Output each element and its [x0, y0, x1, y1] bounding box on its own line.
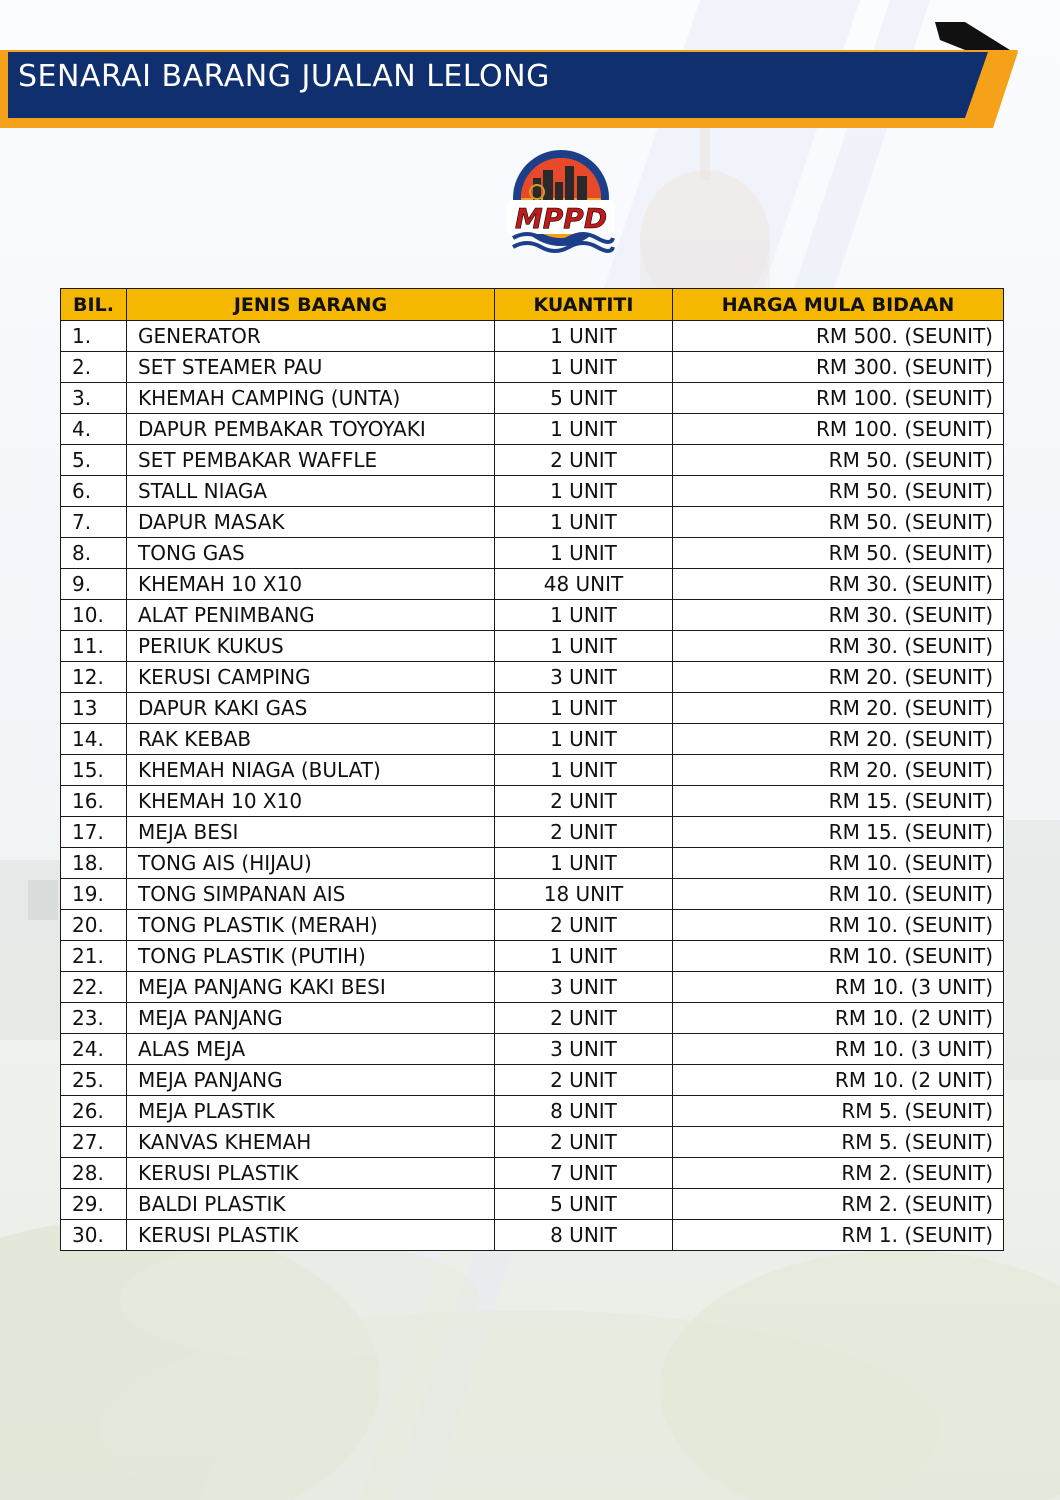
- auction-items-table: [60, 288, 1004, 1251]
- table-row: [61, 476, 1004, 507]
- table-row: [61, 321, 1004, 352]
- starting-bid-price: RM 20. (SEUNIT): [673, 755, 1004, 786]
- item-name: TONG PLASTIK (MERAH): [127, 910, 495, 941]
- row-number: 30.: [61, 1220, 127, 1251]
- item-name: ALAT PENIMBANG: [127, 600, 495, 631]
- starting-bid-price: RM 10. (2 UNIT): [673, 1003, 1004, 1034]
- table-row: [61, 600, 1004, 631]
- starting-bid-price: RM 10. (3 UNIT): [673, 972, 1004, 1003]
- table-row: [61, 879, 1004, 910]
- table-row: [61, 755, 1004, 786]
- starting-bid-price: RM 10. (2 UNIT): [673, 1065, 1004, 1096]
- item-name: PERIUK KUKUS: [127, 631, 495, 662]
- item-quantity: 1 UNIT: [495, 755, 673, 786]
- item-quantity: 1 UNIT: [495, 414, 673, 445]
- row-number: 10.: [61, 600, 127, 631]
- item-name: MEJA PANJANG KAKI BESI: [127, 972, 495, 1003]
- table-row: [61, 445, 1004, 476]
- table-row: [61, 786, 1004, 817]
- starting-bid-price: RM 10. (3 UNIT): [673, 1034, 1004, 1065]
- starting-bid-price: RM 50. (SEUNIT): [673, 507, 1004, 538]
- row-number: 22.: [61, 972, 127, 1003]
- row-number: 18.: [61, 848, 127, 879]
- item-name: TONG GAS: [127, 538, 495, 569]
- starting-bid-price: RM 10. (SEUNIT): [673, 910, 1004, 941]
- table-row: [61, 1003, 1004, 1034]
- item-name: BALDI PLASTIK: [127, 1189, 495, 1220]
- table-row: [61, 724, 1004, 755]
- item-quantity: 5 UNIT: [495, 1189, 673, 1220]
- item-quantity: 1 UNIT: [495, 941, 673, 972]
- item-quantity: 2 UNIT: [495, 786, 673, 817]
- table-row: [61, 1189, 1004, 1220]
- table-row: [61, 941, 1004, 972]
- page-title: SENARAI BARANG JUALAN LELONG: [18, 59, 550, 94]
- item-name: MEJA PANJANG: [127, 1003, 495, 1034]
- item-quantity: 48 UNIT: [495, 569, 673, 600]
- starting-bid-price: RM 5. (SEUNIT): [673, 1096, 1004, 1127]
- item-name: DAPUR PEMBAKAR TOYOYAKI: [127, 414, 495, 445]
- starting-bid-price: RM 10. (SEUNIT): [673, 941, 1004, 972]
- row-number: 26.: [61, 1096, 127, 1127]
- starting-bid-price: RM 300. (SEUNIT): [673, 352, 1004, 383]
- table-row: [61, 1158, 1004, 1189]
- row-number: 12.: [61, 662, 127, 693]
- header-harga-mula-bidaan: HARGA MULA BIDAAN: [673, 289, 1004, 321]
- item-name: SET PEMBAKAR WAFFLE: [127, 445, 495, 476]
- item-name: MEJA PLASTIK: [127, 1096, 495, 1127]
- row-number: 28.: [61, 1158, 127, 1189]
- starting-bid-price: RM 5. (SEUNIT): [673, 1127, 1004, 1158]
- table-row: [61, 1034, 1004, 1065]
- row-number: 13: [61, 693, 127, 724]
- item-quantity: 1 UNIT: [495, 724, 673, 755]
- logo-emblem: [503, 148, 619, 258]
- item-name: KERUSI PLASTIK: [127, 1158, 495, 1189]
- row-number: 9.: [61, 569, 127, 600]
- table-row: [61, 972, 1004, 1003]
- starting-bid-price: RM 1. (SEUNIT): [673, 1220, 1004, 1251]
- table-row: [61, 569, 1004, 600]
- row-number: 19.: [61, 879, 127, 910]
- item-quantity: 3 UNIT: [495, 662, 673, 693]
- starting-bid-price: RM 50. (SEUNIT): [673, 445, 1004, 476]
- table-row: [61, 662, 1004, 693]
- item-name: MEJA BESI: [127, 817, 495, 848]
- item-quantity: 1 UNIT: [495, 600, 673, 631]
- item-quantity: 3 UNIT: [495, 972, 673, 1003]
- item-quantity: 1 UNIT: [495, 631, 673, 662]
- item-name: KHEMAH CAMPING (UNTA): [127, 383, 495, 414]
- item-quantity: 2 UNIT: [495, 910, 673, 941]
- item-quantity: 2 UNIT: [495, 817, 673, 848]
- item-quantity: 2 UNIT: [495, 1065, 673, 1096]
- starting-bid-price: RM 100. (SEUNIT): [673, 383, 1004, 414]
- item-quantity: 1 UNIT: [495, 693, 673, 724]
- item-quantity: 2 UNIT: [495, 1003, 673, 1034]
- item-name: TONG SIMPANAN AIS: [127, 879, 495, 910]
- row-number: 6.: [61, 476, 127, 507]
- row-number: 16.: [61, 786, 127, 817]
- row-number: 17.: [61, 817, 127, 848]
- row-number: 24.: [61, 1034, 127, 1065]
- table-row: [61, 631, 1004, 662]
- item-name: MEJA PANJANG: [127, 1065, 495, 1096]
- header-kuantiti: KUANTITI: [495, 289, 673, 321]
- table-row: [61, 352, 1004, 383]
- item-name: DAPUR KAKI GAS: [127, 693, 495, 724]
- header-bil: BIL.: [61, 289, 127, 321]
- row-number: 2.: [61, 352, 127, 383]
- item-name: GENERATOR: [127, 321, 495, 352]
- starting-bid-price: RM 30. (SEUNIT): [673, 569, 1004, 600]
- starting-bid-price: RM 30. (SEUNIT): [673, 631, 1004, 662]
- item-quantity: 1 UNIT: [495, 321, 673, 352]
- item-name: RAK KEBAB: [127, 724, 495, 755]
- item-quantity: 8 UNIT: [495, 1220, 673, 1251]
- starting-bid-price: RM 30. (SEUNIT): [673, 600, 1004, 631]
- item-name: TONG AIS (HIJAU): [127, 848, 495, 879]
- item-name: KHEMAH NIAGA (BULAT): [127, 755, 495, 786]
- table-row: [61, 1127, 1004, 1158]
- item-quantity: 1 UNIT: [495, 352, 673, 383]
- table-row: [61, 910, 1004, 941]
- item-quantity: 2 UNIT: [495, 445, 673, 476]
- row-number: 1.: [61, 321, 127, 352]
- row-number: 20.: [61, 910, 127, 941]
- starting-bid-price: RM 15. (SEUNIT): [673, 786, 1004, 817]
- row-number: 11.: [61, 631, 127, 662]
- row-number: 21.: [61, 941, 127, 972]
- row-number: 15.: [61, 755, 127, 786]
- starting-bid-price: RM 10. (SEUNIT): [673, 848, 1004, 879]
- item-quantity: 1 UNIT: [495, 476, 673, 507]
- logo-text: MPPD: [514, 202, 608, 235]
- starting-bid-price: RM 15. (SEUNIT): [673, 817, 1004, 848]
- item-quantity: 7 UNIT: [495, 1158, 673, 1189]
- item-name: KERUSI CAMPING: [127, 662, 495, 693]
- item-name: TONG PLASTIK (PUTIH): [127, 941, 495, 972]
- title-banner: [0, 18, 1060, 133]
- mppd-logo: [503, 148, 619, 258]
- item-quantity: 8 UNIT: [495, 1096, 673, 1127]
- table-row: [61, 414, 1004, 445]
- starting-bid-price: RM 20. (SEUNIT): [673, 693, 1004, 724]
- table-row: [61, 693, 1004, 724]
- item-name: KANVAS KHEMAH: [127, 1127, 495, 1158]
- starting-bid-price: RM 20. (SEUNIT): [673, 724, 1004, 755]
- header-jenis-barang: JENIS BARANG: [127, 289, 495, 321]
- starting-bid-price: RM 20. (SEUNIT): [673, 662, 1004, 693]
- row-number: 29.: [61, 1189, 127, 1220]
- row-number: 27.: [61, 1127, 127, 1158]
- item-name: KHEMAH 10 X10: [127, 786, 495, 817]
- table-row: [61, 1065, 1004, 1096]
- table-row: [61, 383, 1004, 414]
- row-number: 5.: [61, 445, 127, 476]
- row-number: 25.: [61, 1065, 127, 1096]
- item-quantity: 5 UNIT: [495, 383, 673, 414]
- starting-bid-price: RM 500. (SEUNIT): [673, 321, 1004, 352]
- row-number: 4.: [61, 414, 127, 445]
- item-name: DAPUR MASAK: [127, 507, 495, 538]
- item-quantity: 18 UNIT: [495, 879, 673, 910]
- starting-bid-price: RM 50. (SEUNIT): [673, 538, 1004, 569]
- starting-bid-price: RM 100. (SEUNIT): [673, 414, 1004, 445]
- table-row: [61, 507, 1004, 538]
- table-header-row: [61, 289, 1004, 321]
- item-name: STALL NIAGA: [127, 476, 495, 507]
- row-number: 7.: [61, 507, 127, 538]
- item-quantity: 2 UNIT: [495, 1127, 673, 1158]
- row-number: 14.: [61, 724, 127, 755]
- table-row: [61, 817, 1004, 848]
- item-quantity: 1 UNIT: [495, 848, 673, 879]
- row-number: 3.: [61, 383, 127, 414]
- starting-bid-price: RM 2. (SEUNIT): [673, 1158, 1004, 1189]
- starting-bid-price: RM 10. (SEUNIT): [673, 879, 1004, 910]
- starting-bid-price: RM 2. (SEUNIT): [673, 1189, 1004, 1220]
- item-name: KHEMAH 10 X10: [127, 569, 495, 600]
- table-row: [61, 1096, 1004, 1127]
- table-row: [61, 538, 1004, 569]
- table-row: [61, 848, 1004, 879]
- item-name: ALAS MEJA: [127, 1034, 495, 1065]
- table-row: [61, 1220, 1004, 1251]
- row-number: 23.: [61, 1003, 127, 1034]
- item-quantity: 3 UNIT: [495, 1034, 673, 1065]
- item-quantity: 1 UNIT: [495, 507, 673, 538]
- starting-bid-price: RM 50. (SEUNIT): [673, 476, 1004, 507]
- table-body: [61, 321, 1004, 1251]
- row-number: 8.: [61, 538, 127, 569]
- item-name: KERUSI PLASTIK: [127, 1220, 495, 1251]
- item-name: SET STEAMER PAU: [127, 352, 495, 383]
- item-quantity: 1 UNIT: [495, 538, 673, 569]
